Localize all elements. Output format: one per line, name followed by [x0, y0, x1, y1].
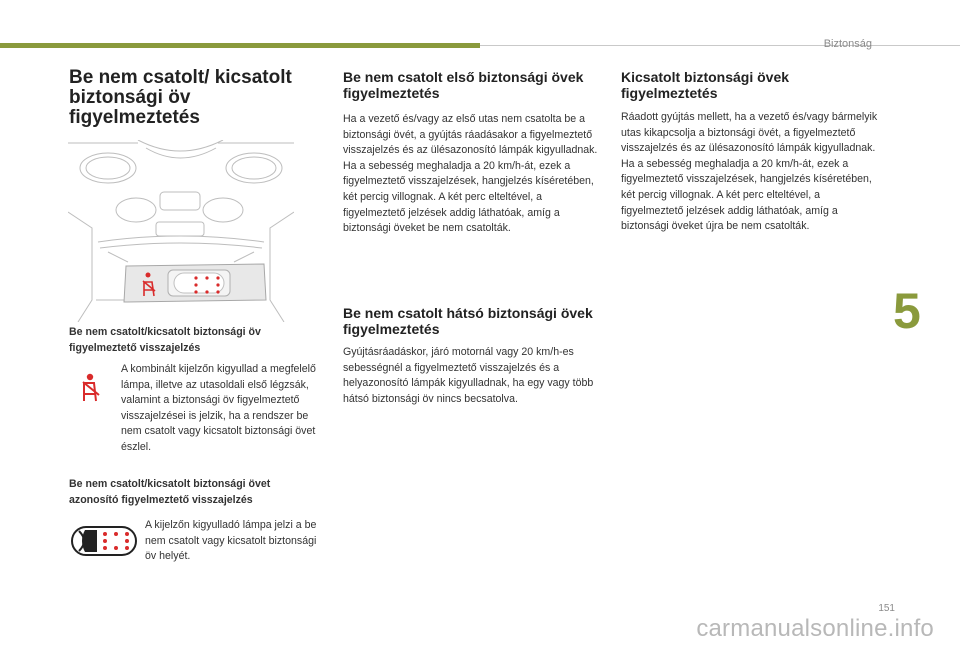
front-belts-text: Ha a vezető és/vagy az első utas nem csatolta be a biztonsági övét, a gyújtás ráadásakor a figyelmeztető visszajelzés és az ülésazonosító lámpák kigyulladnak. Ha a sebesség meghaladja a 20 km/h-át, ezek a figyelmeztető visszajelzések, hangjelzés kíséretében, két percig villognak. A két perc elteltével, a figyelmeztető jelzések addig láthatóak, amíg a biztonsági öveket be nem csatolták. [343, 113, 598, 235]
rear-belts-title: Be nem csatolt hátsó biztonsági övek figyelmeztetés [343, 305, 593, 337]
page-number: 151 [878, 603, 895, 614]
car-seat-map-icon [71, 525, 137, 557]
page-title: Be nem csatolt/ kicsatolt biztonsági öv figyelmeztetés [69, 67, 292, 128]
seatbelt-warning-icon [79, 373, 103, 403]
seat-locator-text: A kijelzőn kigyulladó lámpa jelzi a be nem csatolt vagy kicsatolt biztonsági öv helyét. [145, 519, 317, 563]
front-belts-title: Be nem csatolt első biztonsági övek figyelmeztetés [343, 69, 584, 101]
header-divider [480, 45, 960, 46]
dashboard-illustration [68, 140, 294, 322]
caption-seat-locator: Be nem csatolt/kicsatolt biztonsági övet azonosító figyelmeztető visszajelzés [69, 478, 271, 506]
chapter-number: 5 [893, 283, 921, 339]
section-title: Biztonság [823, 38, 872, 50]
unfastened-belts-text: Ráadott gyújtás mellett, ha a vezető és/vagy bármelyik utas kikapcsolja a biztonsági övét, a figyelmeztető visszajelzés és az ülésazonosító lámpák kigyulladnak. Ha a sebesség meghaladja a 20 km/h-át, ezek a figyelmeztető visszajelzések, hangjelzés kíséretében, két percig villognak. A két perc elteltével, a figyelmeztető jelzések addig láthatóak, amíg a biztonsági öveket újra be nem csatolták. [621, 111, 878, 233]
header-accent-bar [0, 43, 480, 48]
watermark[interactable]: carmanualsonline.info [696, 615, 934, 642]
unfastened-belts-title: Kicsatolt biztonsági övek figyelmeztetés [621, 69, 790, 101]
seatbelt-warning-text: A kombinált kijelzőn kigyullad a megfelelő lámpa, illetve az utasoldali első légzsák, valamint a biztonsági öv figyelmeztető visszajelzései is jelzik, ha a rendszer be nem csatolt vagy kicsatolt biztonsági övet észlel. [121, 363, 316, 453]
caption-seatbelt-warning: Be nem csatolt/kicsatolt biztonsági öv figyelmeztető visszajelzés [69, 326, 261, 354]
rear-belts-text: Gyújtásráadáskor, járó motornál vagy 20 km/h-es sebességnél a figyelmeztető visszajelzés és a helyazonosító lámpák kigyulladnak, ha egy vagy több hátsó biztonsági öv nincs becsatolva. [343, 346, 594, 405]
